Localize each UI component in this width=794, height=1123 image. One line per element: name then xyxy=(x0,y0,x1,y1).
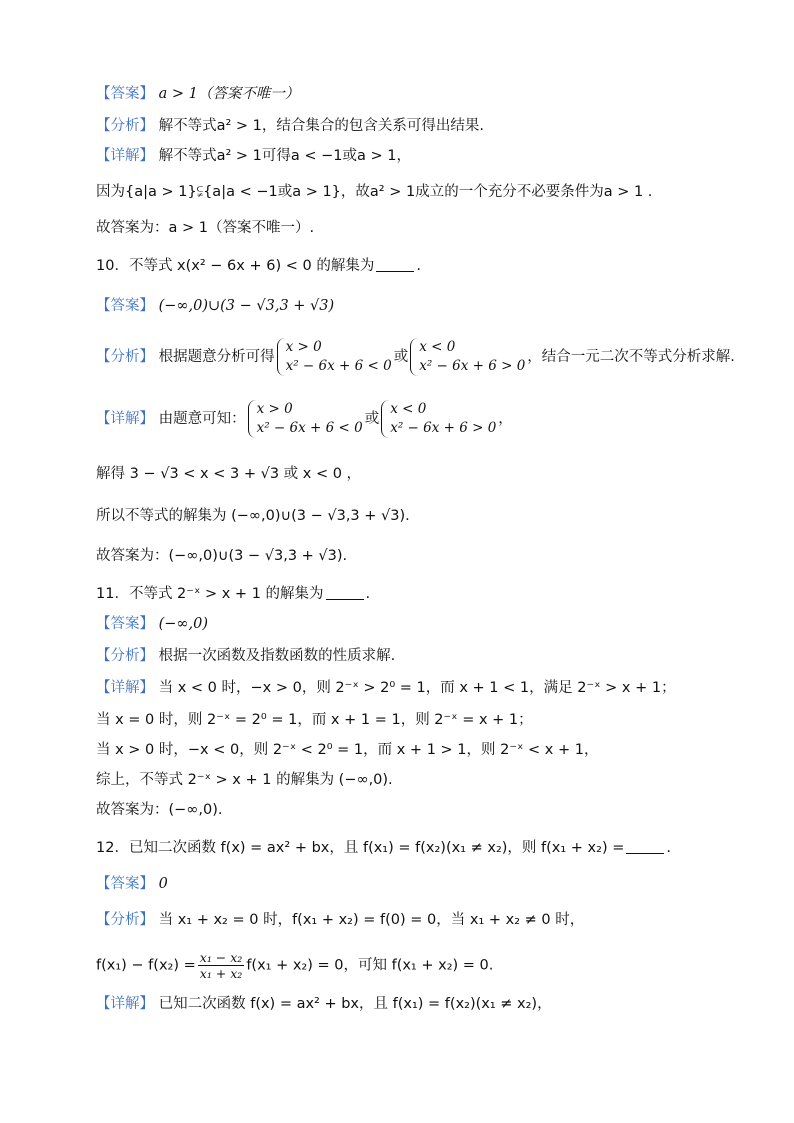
analysis-label: 【分析】 xyxy=(96,648,154,664)
inequality-system-2 xyxy=(410,338,525,376)
analysis-label: 【分析】 xyxy=(96,349,154,365)
q10-detail-pre: 由题意可知： xyxy=(158,411,246,427)
answer-blank xyxy=(626,839,664,854)
q12-line2 xyxy=(96,950,493,981)
q12-detail: 已知二次函数 f(x) = ax² + bx，且 f(x₁) = f(x₂)(x₁ ≠ x₂)， xyxy=(158,996,552,1012)
q11-detail-line xyxy=(96,678,676,698)
q12-answer-line xyxy=(96,874,168,894)
q11-case3: 当 x > 0 时，−x < 0，则 2⁻ˣ < 2⁰ = 1，而 x + 1 > 1，则 2⁻ˣ < x + 1， xyxy=(96,742,599,758)
detail-label: 【详解】 xyxy=(96,996,154,1012)
fraction-numerator: x₁ − x₂ xyxy=(199,950,243,965)
q11-summary: 综上，不等式 2⁻ˣ > x + 1 的解集为 (−∞,0). xyxy=(96,772,393,788)
analysis-label: 【分析】 xyxy=(96,118,154,134)
inequality-system-2 xyxy=(381,400,496,438)
q10-question-text: 10．不等式 x(x² − 6x + 6) < 0 的解集为 xyxy=(96,258,375,274)
q11-question xyxy=(96,584,370,604)
system-row: x² − 6x + 6 > 0 xyxy=(419,358,526,374)
q10-solve: 解得 3 − √3 < x < 3 + √3 或 x < 0 ， xyxy=(96,466,362,482)
fraction xyxy=(198,950,245,981)
q9-analysis: 解不等式a² > 1，结合集合的包含关系可得出结果. xyxy=(158,118,485,134)
q12-line2-post: f(x₁ + x₂) = 0，可知 f(x₁ + x₂) = 0. xyxy=(246,957,494,974)
q12-question xyxy=(96,838,671,858)
detail-label: 【详解】 xyxy=(96,411,154,427)
system-row: x > 0 xyxy=(256,401,293,417)
q10-question xyxy=(96,256,421,276)
system-row: x < 0 xyxy=(390,401,427,417)
q9-line2: 因为{a|a > 1}⫋{a|a < −1或a > 1}，故a² > 1成立的一个充分不必要条件为a > 1 . xyxy=(96,184,653,200)
answer-blank xyxy=(376,257,414,272)
q10-question-end: . xyxy=(416,258,421,274)
q10-analysis-post: ，结合一元二次不等式分析求解. xyxy=(527,349,735,365)
answer-label: 【答案】 xyxy=(96,616,154,632)
q12-analysis: 当 x₁ + x₂ = 0 时，f(x₁ + x₂) = f(0) = 0，当 x₁ + x₂ ≠ 0 时， xyxy=(158,912,585,928)
or-word: 或 xyxy=(393,349,409,365)
q10-answer: (−∞,0)∪(3 − √3,3 + √3) xyxy=(158,298,335,314)
q12-analysis-line xyxy=(96,910,584,930)
q10-answer-line xyxy=(96,296,334,316)
inequality-system-1 xyxy=(277,338,392,376)
q11-analysis: 根据一次函数及指数函数的性质求解. xyxy=(158,648,396,664)
q9-detail-line xyxy=(96,146,411,166)
q10-detail-line xyxy=(96,400,513,438)
q9-final: 故答案为：a > 1（答案不唯一）. xyxy=(96,220,315,236)
q11-detail: 当 x < 0 时，−x > 0，则 2⁻ˣ > 2⁰ = 1，而 x + 1 < 1，满足 2⁻ˣ > x + 1； xyxy=(158,680,676,696)
q11-answer: (−∞,0) xyxy=(158,616,208,632)
q11-question-text: 11．不等式 2⁻ˣ > x + 1 的解集为 xyxy=(96,586,324,602)
q12-question-text: 12．已知二次函数 f(x) = ax² + bx，且 f(x₁) = f(x₂)(x₁ ≠ x₂)，则 f(x₁ + x₂) = xyxy=(96,840,625,856)
system-row: x² − 6x + 6 < 0 xyxy=(285,358,392,374)
answer-label: 【答案】 xyxy=(96,298,154,314)
q12-line2-pre: f(x₁) − f(x₂) = xyxy=(96,957,196,974)
analysis-label: 【分析】 xyxy=(96,912,154,928)
answer-label: 【答案】 xyxy=(96,876,154,892)
inequality-system-1 xyxy=(248,400,363,438)
q10-so: 所以不等式的解集为 (−∞,0)∪(3 − √3,3 + √3). xyxy=(96,508,410,524)
q11-question-end: . xyxy=(365,586,371,602)
detail-label: 【详解】 xyxy=(96,148,154,164)
q10-analysis-line xyxy=(96,338,735,376)
q10-final: 故答案为：(−∞,0)∪(3 − √3,3 + √3). xyxy=(96,548,348,564)
answer-blank xyxy=(326,585,364,600)
system-row: x < 0 xyxy=(419,339,456,355)
q9-answer: a > 1（答案不唯一） xyxy=(158,86,300,102)
q12-detail-line xyxy=(96,994,552,1014)
answer-label: 【答案】 xyxy=(96,86,154,102)
system-row: x² − 6x + 6 < 0 xyxy=(256,420,363,436)
or-word: 或 xyxy=(364,411,380,427)
detail-label: 【详解】 xyxy=(96,680,154,696)
q9-detail: 解不等式a² > 1可得a < −1或a > 1， xyxy=(158,148,412,164)
q10-analysis-pre: 根据题意分析可得 xyxy=(158,349,275,365)
q11-analysis-line xyxy=(96,646,395,666)
system-row: x² − 6x + 6 > 0 xyxy=(390,420,497,436)
q9-analysis-line xyxy=(96,116,484,136)
q11-answer-line xyxy=(96,614,208,634)
system-row: x > 0 xyxy=(285,339,322,355)
q10-detail-post: ， xyxy=(498,411,513,427)
q12-question-end: . xyxy=(666,840,671,856)
q9-answer-line xyxy=(96,84,299,104)
q11-final: 故答案为：(−∞,0). xyxy=(96,802,223,818)
fraction-denominator: x₁ + x₂ xyxy=(199,966,243,981)
q12-answer: 0 xyxy=(158,876,168,892)
q11-case2: 当 x = 0 时，则 2⁻ˣ = 2⁰ = 1，而 x + 1 = 1，则 2⁻ˣ = x + 1； xyxy=(96,712,533,728)
